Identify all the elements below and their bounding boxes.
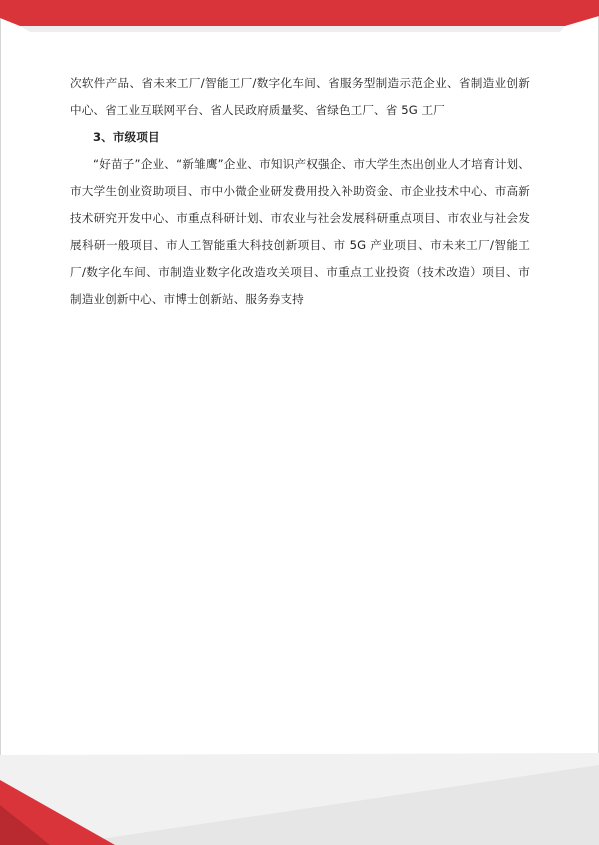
header-decoration [0, 0, 599, 34]
document-body [70, 70, 530, 313]
section-heading: 3、市级项目 [93, 130, 160, 144]
header-red-band [0, 0, 599, 34]
footer-decoration [0, 735, 599, 845]
section-paragraph: “好苗子”企业、“新雏鹰”企业、市知识产权强企、市大学生杰出创业人才培育计划、市大学生创业资助项目、市中小微企业研发费用投入补助资金、市企业技术中心、市高新技术研究开发中心、市重点科研计划、市农业与社会发展科研重点项目、市农业与社会发展科研一般项目、市人工智能重大科技创新项目、市 5G 产业项目、市未来工厂/智能工厂/数字化车间、市制造业数字化改造攻关项目、市重点工业投资（技术改造）项目、市制造业创新中心、市博士创新站、服务券支持 [70, 157, 530, 306]
footer-red-band [0, 735, 599, 845]
continuation-paragraph: 次软件产品、省未来工厂/智能工厂/数字化车间、省服务型制造示范企业、省制造业创新中心、省工业互联网平台、省人民政府质量奖、省绿色工厂、省 5G 工厂 [70, 76, 530, 117]
